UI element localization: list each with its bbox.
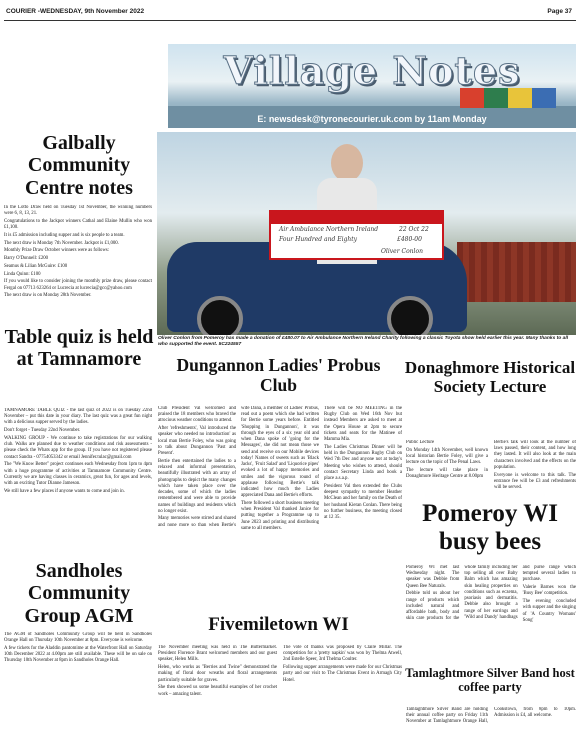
issue-date: COURIER -WEDNESDAY, 9th November 2022 <box>6 8 145 15</box>
banner-email[interactable]: E: newsdesk@tyronecourier.uk.com by 11am Monday <box>257 114 487 124</box>
village-notes-banner <box>168 44 576 128</box>
pomeroy-headline: Pomeroy WI busy bees <box>422 500 558 555</box>
donor-head <box>331 144 363 182</box>
car-wheel <box>197 296 243 335</box>
header-rule <box>4 20 576 21</box>
fivemiletown-headline: Fivemiletown WI <box>208 614 349 635</box>
cheque-org: Air Ambulance Northern Ireland <box>279 226 379 233</box>
cheque-amount: £480-00 <box>397 236 422 243</box>
pomeroy-body: Pomeroy WI met last Wednesday night. The speaker was Debbie from Queen Bee Naturals. Debbie told us about her range of products which included natural and affordable bath, body and skin care products for the whole family including her top selling all over Baby Balm which has amazing skin healing properties on conditions such as eczema, psoriasis and dermatitis. Debbie also brought a range of her earrings and 'Wild and Dandy' handbags and purse range which tempted several ladies to purchase. Valerie Barnes won the 'Busy Bee' competition. The evening concluded with supper and the singing of 'A Country Womans' Song' <box>406 565 576 623</box>
donaghmore-headline: Donaghmore Historical Society Lecture <box>404 358 576 397</box>
banner-title: Village Notes <box>223 48 521 93</box>
cheque-header <box>271 212 442 224</box>
sandholes-body: The AGM of Sandholes Community Group will be held in Sandholes Orange Hall on Thursday 10th November at 8pm. Everyone is welcome. A few tickets for the Aladdin pantomime at the Waterfront Hall on Saturday 10th December 2022 at 4.00pm are still available. These will be on sale on Thursday 10th November at 8pm in Sandholes Orange Hall. <box>4 632 152 664</box>
donation-cheque <box>269 210 444 260</box>
tamlaght-body: Tamlaghtmore Silver Band are holding their annual coffee party on Friday 11th November at Tamlaghtmore Orange Hall, Cookstown, from 8pm to 10pm. Admission is £4, all welcome. <box>406 707 576 725</box>
probus-headline: Dungannon Ladies' Probus Club <box>176 355 381 395</box>
tamlaght-headline: Tamlaghtmore Silver Band host coffee party <box>405 666 575 694</box>
page-number: Page 37 <box>547 8 572 15</box>
donation-photo <box>157 132 576 335</box>
photo-caption: Oliver Conlon from Pomeroy has made a donation of £480.07 to Air Ambulance Northern Ireland Charity following a classic Toyota show held earlier this year. Many thanks to all who supported the event. 5C224557 <box>158 336 569 348</box>
car-wheel <box>387 296 433 335</box>
galbally-body: In the Lotto Draw held on Tuesday 1st November, the winning numbers were 6, 8, 13, 21. Congratulations to the Jackpot winners Cathal and Elaine Mullin who won £1,100. It is £5 admission including supper and is six people to a team. The next draw is Monday 7th November. Jackpot is £1,000. Monthly Prize Draw October winners were as follows: Barry O'Donnell: £200 Seamus & Lilian McGuire: £100 Linda Quinn: £100 If you would like to consider joining the monthly prize draw, please contact Fergal on 07713 623264 or Lucrecia at lucrecia@gcc@yahoo.com The next draw is on Monday 28th November. <box>4 205 152 299</box>
quiz-headline: Table quiz is held at Tamnamore <box>4 326 154 371</box>
photo-fence <box>457 242 576 302</box>
cheque-words: Four Hundred and Eighty <box>279 236 358 243</box>
probus-body: Club President Val welcomed and praised the 18 members who braved the atrocious weather conditions to attend. After 'refreshments', Val introduced the speaker who needed no introduction' as local man Bertie Foley, who was going to talk about Dungannon 'Past and Present'. Bertie then entertained the ladies to a relaxed and informal presentation, beautifully illustrated with an array of photographs to depict the many changes which have taken place over the decades, some of which the ladies remembered and were able to provide names of buildings and residents which no longer exist. Many memories were stirred and shared and none more so than when Bertie's wife Dana, a member of Ladies' Probus, read out a poem which she had written for Bertie some years before. Entitled 'Shopping in Dungannon', it was through the eyes of a six year old and when Dana spoke of 'going for the Messages', she did not mean those we send and receive on our Mobile devices today! Names of sweets such as 'Black Jacks', 'Fruit Salad' and 'Liquorice pipes' evoked a lot of happy memories and smiles and the vigorous round of applause following Bertie's talk indicated how much the Ladies appreciated Dana and Bertie's efforts. There followed a short business meeting when President Val thanked Janice for putting together a Programme up to June 2023 and printing and distributing same to all members. There will be NO MEETING in the Rugby Club on Wed 16th Nov but instead Members are asked to meet at the Opera House at 2pm to secure tickets and seats for the Matinee of Mamma Mia. The Ladies Christmas Dinner will be held in the Dungannon Rugby Club on Wed 7th Dec and anyone not at today's Meeting who wishes to attend, should contact Secretary Linda and book a place a.s.a.p. President Val then extended the Clubs deepest sympathy to member Heather McClean and her family on the Death of her husband Kieran Conlan. There being no further business, the meeting closed at 12 35. <box>158 406 402 531</box>
quiz-body: TAMNAMORE TABLE QUIZ - the last quiz of 2022 is on Tuesday 22nd November – put this date in your diary. The last quiz was a great fun night with a delicious supper served by the ladies. Don't forget - Tuesday 22nd November. WALKING GROUP - We continue to take registrations for our walking club. Walks are planned due to weather conditions and risk assessments - please check the Whats app for the group. If you have not registered please contact Sandra - 07754053342 or email Jennifer.tulac@gmail.com The "We Know Better" project continues each Wednesday from 1pm to 4pm with a huge programme of activities at Tamnamore Community Centre. Currently we are having classes in ceramics, great fun, for ages and levels, with an exciting Tutor Dianne Jameson. We still have a few places if anyone wants to come and join in. <box>4 408 152 494</box>
sandholes-headline: Sandholes Community Group AGM <box>24 560 134 627</box>
cheque-signature: Oliver Conlon <box>381 248 423 255</box>
galbally-headline: Galbally Community Centre notes <box>25 132 133 199</box>
cheque-date: 22 Oct 22 <box>399 226 429 233</box>
donaghmore-body: Public Lecture On Monday 14th November, well known local historian Bertie Foley, will give a lecture on the topic of The Penal Laws. The lecture will take place in Donaghmore Heritage Centre at 8.00pm Bertie's talk will look at the number of laws passed, their content, and how long they lasted. It will also look at the main characters involved and the effects on the population. Everyone is welcome to this talk. The entrance fee will be £3 and refreshments will be served. <box>406 440 576 491</box>
fivemiletown-body: The November meeting was held in The Buttermarket. President Florence Brant welcomed members and our guest speaker, Helen Mills. Helen, who works as "Berries and Twine" demonstrated the making of floral door wreaths and floral arrangements particularly suitable for graves. She then showed us some beautiful examples of her crochet work – amazing talent. The vote of thanks was proposed by Claire Millar. The competition for a 'pretty napkin' was won by Thelma Atwell, 2nd Estelle Speer, 3rd Thelma Coulter. Following supper arrangements were made for our Christmas party and our visit to The Christmas Event in Armagh City Hotel. <box>158 645 402 697</box>
